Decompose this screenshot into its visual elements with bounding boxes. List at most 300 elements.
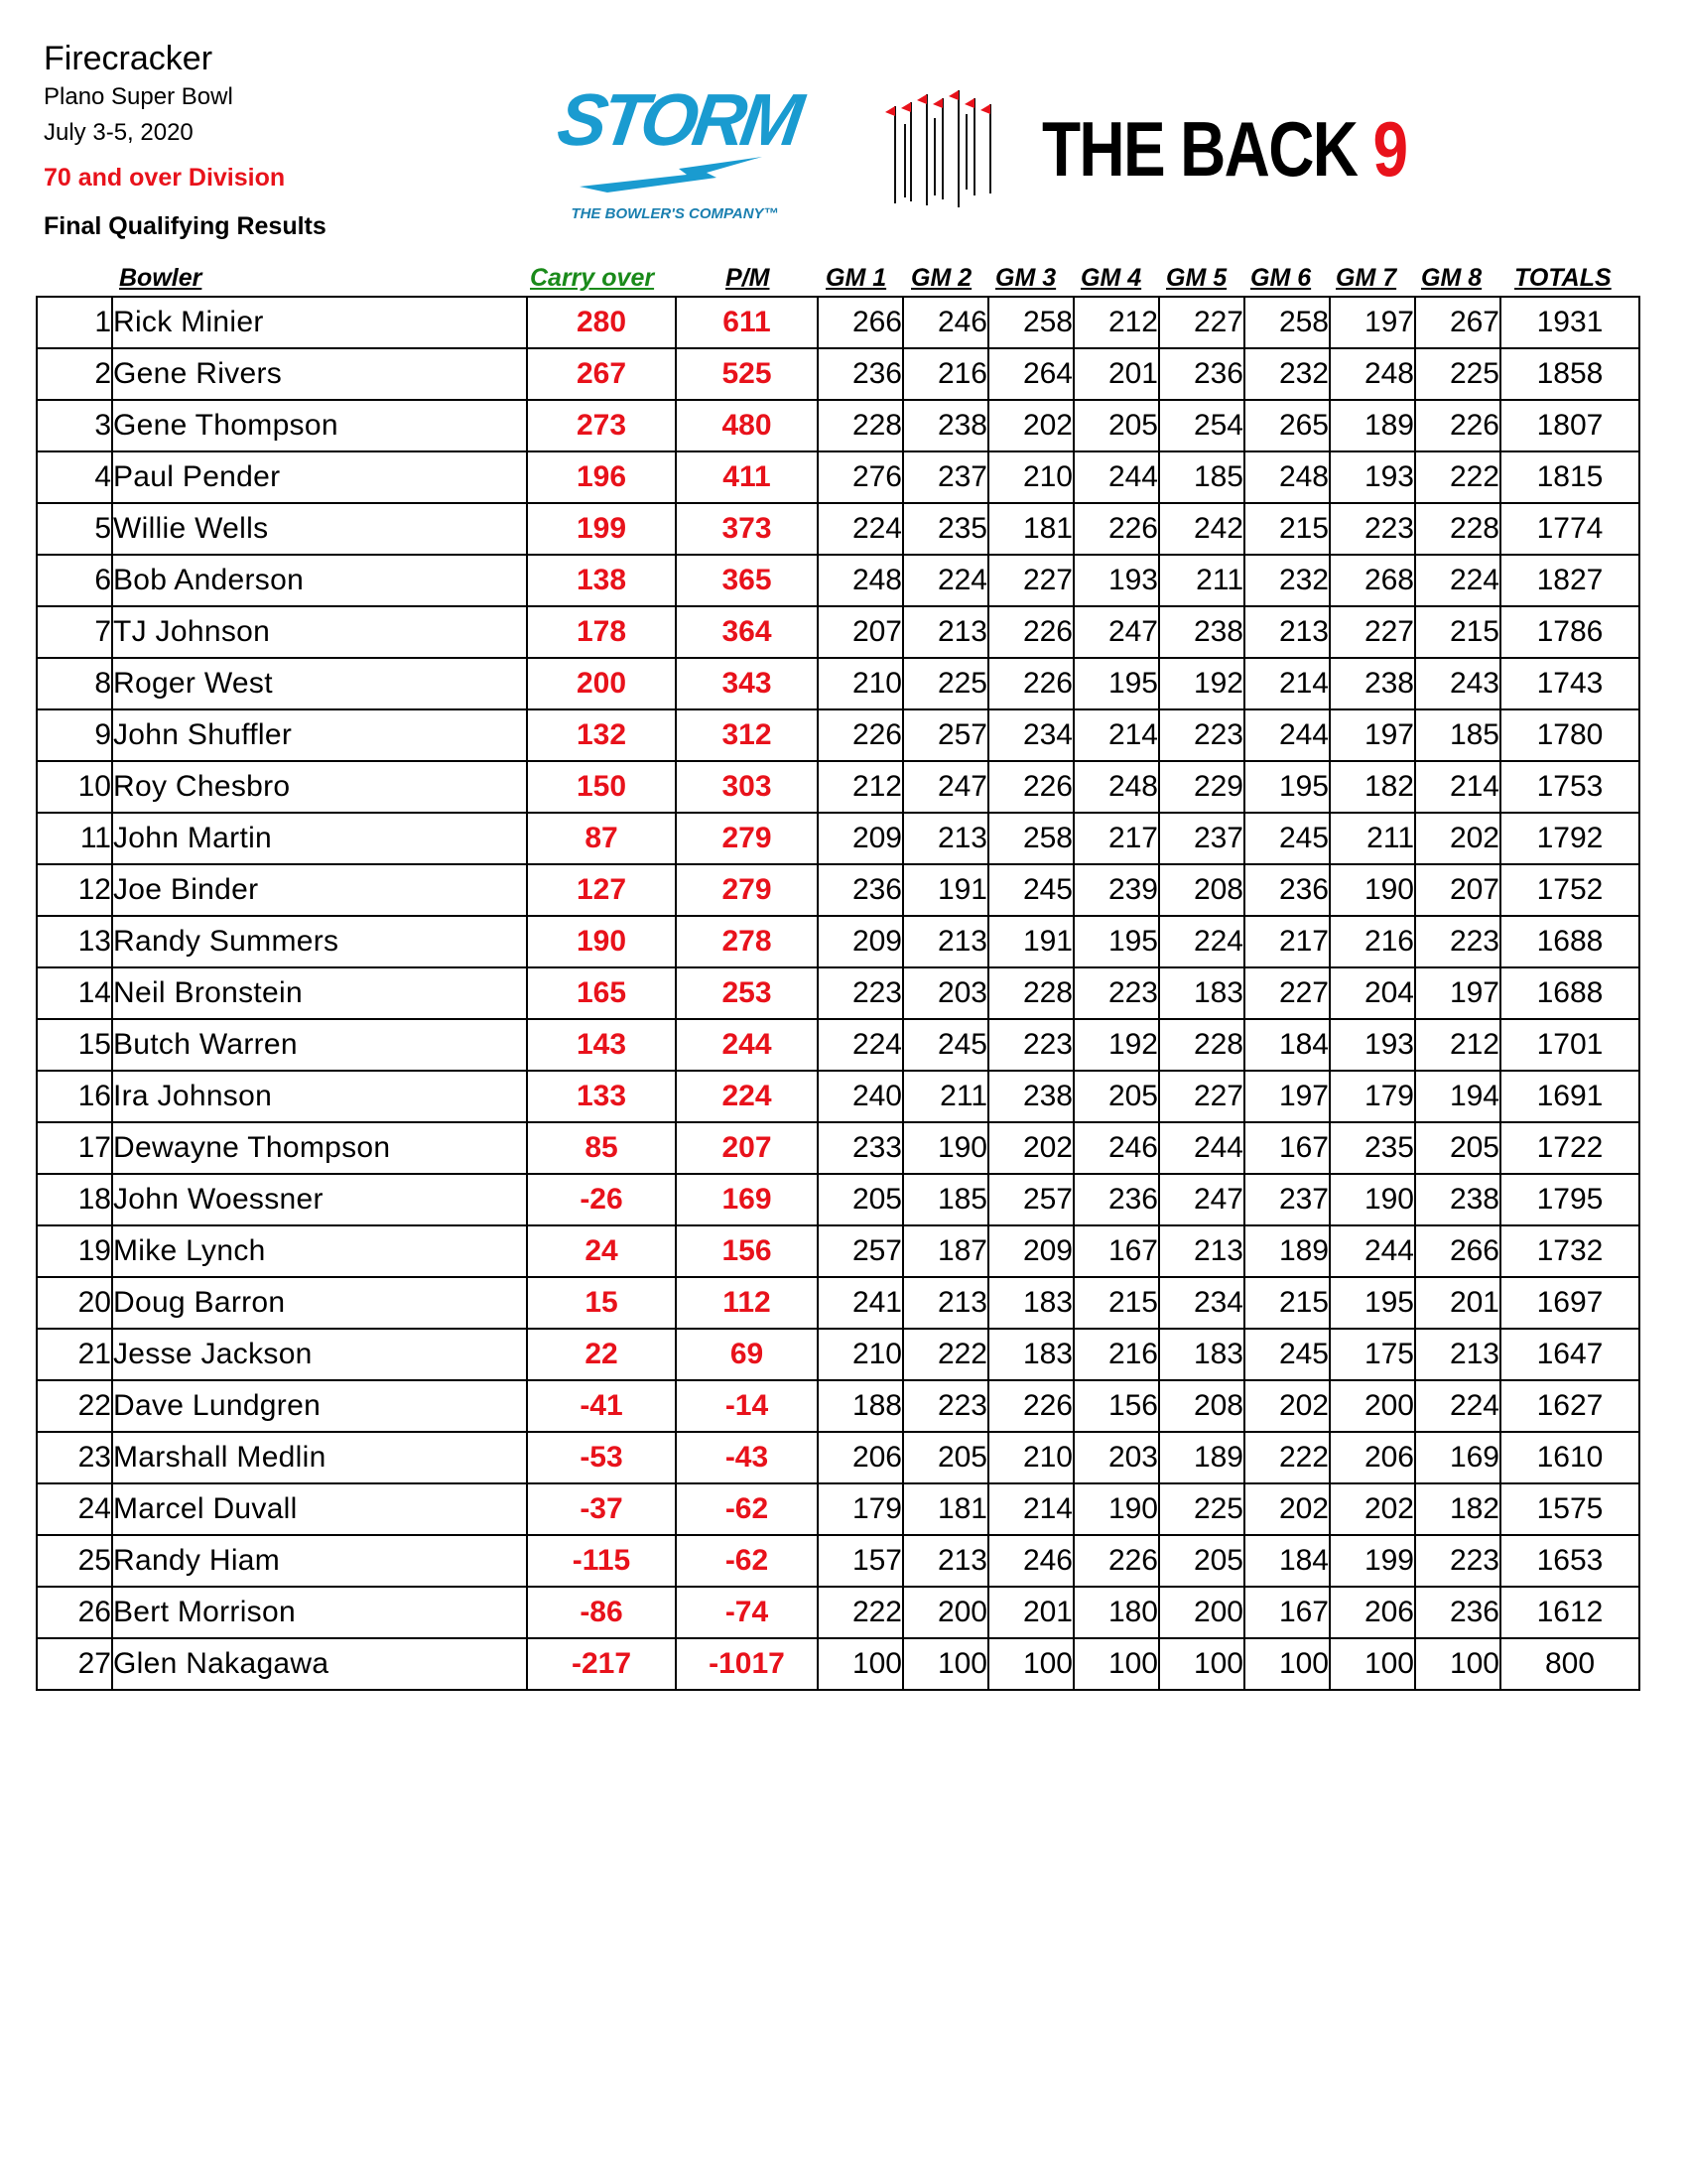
game-score: 248 <box>818 555 903 606</box>
game-score: 202 <box>1330 1483 1415 1535</box>
game-score: 266 <box>1415 1225 1500 1277</box>
table-row <box>37 606 1639 658</box>
pm-cell: 611 <box>676 297 818 348</box>
game-score: 244 <box>1159 1122 1244 1174</box>
pm-cell: -1017 <box>676 1638 818 1690</box>
rank-cell: 16 <box>37 1071 112 1122</box>
game-score: 216 <box>1074 1329 1159 1380</box>
game-score: 191 <box>988 916 1074 967</box>
game-score: 194 <box>1415 1071 1500 1122</box>
game-score: 100 <box>1415 1638 1500 1690</box>
bowler-name: Marcel Duvall <box>112 1483 527 1535</box>
game-score: 224 <box>818 1019 903 1071</box>
game-score: 208 <box>1159 864 1244 916</box>
pm-cell: 312 <box>676 709 818 761</box>
game-score: 257 <box>988 1174 1074 1225</box>
game-score: 200 <box>903 1587 988 1638</box>
carry-over-cell: -37 <box>527 1483 676 1535</box>
game-score: 226 <box>818 709 903 761</box>
game-score: 202 <box>988 400 1074 451</box>
game-score: 180 <box>1074 1587 1159 1638</box>
game-score: 210 <box>818 1329 903 1380</box>
col-header-gm4: GM 4 <box>1081 264 1142 292</box>
game-score: 189 <box>1159 1432 1244 1483</box>
game-score: 238 <box>988 1071 1074 1122</box>
game-score: 175 <box>1330 1329 1415 1380</box>
game-score: 226 <box>988 606 1074 658</box>
game-score: 190 <box>1074 1483 1159 1535</box>
game-score: 187 <box>903 1225 988 1277</box>
total-cell: 1774 <box>1500 503 1639 555</box>
game-score: 210 <box>988 451 1074 503</box>
col-header-gm5: GM 5 <box>1166 264 1228 292</box>
game-score: 190 <box>1330 864 1415 916</box>
game-score: 232 <box>1244 555 1330 606</box>
col-header-gm1: GM 1 <box>826 264 887 292</box>
game-score: 245 <box>903 1019 988 1071</box>
table-row <box>37 1019 1639 1071</box>
table-row <box>37 916 1639 967</box>
game-score: 205 <box>1074 1071 1159 1122</box>
game-score: 245 <box>1244 1329 1330 1380</box>
bowler-name: Joe Binder <box>112 864 527 916</box>
game-score: 227 <box>1159 1071 1244 1122</box>
game-score: 199 <box>1330 1535 1415 1587</box>
game-score: 156 <box>1074 1380 1159 1432</box>
game-score: 228 <box>988 967 1074 1019</box>
game-score: 212 <box>1074 297 1159 348</box>
game-score: 257 <box>903 709 988 761</box>
game-score: 224 <box>903 555 988 606</box>
carry-over-cell: 196 <box>527 451 676 503</box>
game-score: 245 <box>988 864 1074 916</box>
game-score: 238 <box>1159 606 1244 658</box>
table-row <box>37 1277 1639 1329</box>
game-score: 235 <box>903 503 988 555</box>
game-score: 227 <box>988 555 1074 606</box>
rank-cell: 21 <box>37 1329 112 1380</box>
game-score: 238 <box>903 400 988 451</box>
total-cell: 1610 <box>1500 1432 1639 1483</box>
game-score: 205 <box>1074 400 1159 451</box>
game-score: 237 <box>903 451 988 503</box>
event-dates: July 3-5, 2020 <box>44 119 194 146</box>
game-score: 206 <box>818 1432 903 1483</box>
bowler-name: Willie Wells <box>112 503 527 555</box>
game-score: 244 <box>1074 451 1159 503</box>
game-score: 201 <box>988 1587 1074 1638</box>
pm-cell: 365 <box>676 555 818 606</box>
game-score: 183 <box>988 1329 1074 1380</box>
game-score: 183 <box>1159 1329 1244 1380</box>
game-score: 226 <box>1074 1535 1159 1587</box>
rank-cell: 8 <box>37 658 112 709</box>
game-score: 226 <box>988 761 1074 813</box>
game-score: 257 <box>818 1225 903 1277</box>
game-score: 203 <box>903 967 988 1019</box>
game-score: 246 <box>903 297 988 348</box>
total-cell: 1786 <box>1500 606 1639 658</box>
pm-cell: 112 <box>676 1277 818 1329</box>
carry-over-cell: -217 <box>527 1638 676 1690</box>
pm-cell: -74 <box>676 1587 818 1638</box>
game-score: 201 <box>1074 348 1159 400</box>
bowler-name: Gene Rivers <box>112 348 527 400</box>
game-score: 211 <box>903 1071 988 1122</box>
game-score: 205 <box>1415 1122 1500 1174</box>
rank-cell: 5 <box>37 503 112 555</box>
total-cell: 1827 <box>1500 555 1639 606</box>
bowler-name: TJ Johnson <box>112 606 527 658</box>
rank-cell: 12 <box>37 864 112 916</box>
game-score: 185 <box>903 1174 988 1225</box>
bowler-name: Jesse Jackson <box>112 1329 527 1380</box>
game-score: 213 <box>903 606 988 658</box>
game-score: 213 <box>903 916 988 967</box>
results-table <box>36 296 1640 1691</box>
total-cell: 1647 <box>1500 1329 1639 1380</box>
total-cell: 1815 <box>1500 451 1639 503</box>
total-cell: 1931 <box>1500 297 1639 348</box>
game-score: 223 <box>818 967 903 1019</box>
game-score: 208 <box>1159 1380 1244 1432</box>
total-cell: 1752 <box>1500 864 1639 916</box>
lightning-bolt-icon <box>580 157 762 193</box>
table-row <box>37 761 1639 813</box>
total-cell: 1807 <box>1500 400 1639 451</box>
game-score: 207 <box>1415 864 1500 916</box>
bowler-name: Bert Morrison <box>112 1587 527 1638</box>
game-score: 258 <box>988 297 1074 348</box>
game-score: 100 <box>818 1638 903 1690</box>
game-score: 195 <box>1074 658 1159 709</box>
pm-cell: -62 <box>676 1483 818 1535</box>
game-score: 179 <box>818 1483 903 1535</box>
carry-over-cell: 190 <box>527 916 676 967</box>
game-score: 233 <box>818 1122 903 1174</box>
rank-cell: 19 <box>37 1225 112 1277</box>
rank-cell: 13 <box>37 916 112 967</box>
game-score: 213 <box>903 1277 988 1329</box>
total-cell: 1795 <box>1500 1174 1639 1225</box>
table-row <box>37 658 1639 709</box>
game-score: 225 <box>1159 1483 1244 1535</box>
game-score: 188 <box>818 1380 903 1432</box>
game-score: 200 <box>1330 1380 1415 1432</box>
game-score: 225 <box>1415 348 1500 400</box>
pm-cell: 207 <box>676 1122 818 1174</box>
carry-over-cell: 138 <box>527 555 676 606</box>
results-subtitle: Final Qualifying Results <box>44 212 326 240</box>
pm-cell: 169 <box>676 1174 818 1225</box>
game-score: 214 <box>988 1483 1074 1535</box>
game-score: 202 <box>1244 1380 1330 1432</box>
carry-over-cell: -86 <box>527 1587 676 1638</box>
game-score: 254 <box>1159 400 1244 451</box>
bowler-name: Glen Nakagawa <box>112 1638 527 1690</box>
carry-over-cell: -26 <box>527 1174 676 1225</box>
game-score: 100 <box>1074 1638 1159 1690</box>
game-score: 217 <box>1244 916 1330 967</box>
venue-name: Plano Super Bowl <box>44 83 233 110</box>
game-score: 216 <box>903 348 988 400</box>
game-score: 222 <box>903 1329 988 1380</box>
game-score: 264 <box>988 348 1074 400</box>
game-score: 200 <box>1159 1587 1244 1638</box>
game-score: 247 <box>903 761 988 813</box>
carry-over-cell: 280 <box>527 297 676 348</box>
game-score: 223 <box>1415 916 1500 967</box>
rank-cell: 25 <box>37 1535 112 1587</box>
total-cell: 1743 <box>1500 658 1639 709</box>
rank-cell: 15 <box>37 1019 112 1071</box>
game-score: 227 <box>1330 606 1415 658</box>
game-score: 205 <box>1159 1535 1244 1587</box>
game-score: 237 <box>1159 813 1244 864</box>
carry-over-cell: 178 <box>527 606 676 658</box>
game-score: 192 <box>1159 658 1244 709</box>
col-header-gm2: GM 2 <box>911 264 973 292</box>
bowler-name: John Shuffler <box>112 709 527 761</box>
bowler-name: John Woessner <box>112 1174 527 1225</box>
carry-over-cell: 143 <box>527 1019 676 1071</box>
game-score: 185 <box>1415 709 1500 761</box>
pm-cell: 224 <box>676 1071 818 1122</box>
game-score: 245 <box>1244 813 1330 864</box>
rank-cell: 22 <box>37 1380 112 1432</box>
total-cell: 1753 <box>1500 761 1639 813</box>
game-score: 236 <box>1244 864 1330 916</box>
game-score: 210 <box>818 658 903 709</box>
game-score: 197 <box>1330 297 1415 348</box>
game-score: 234 <box>988 709 1074 761</box>
game-score: 236 <box>818 348 903 400</box>
game-score: 183 <box>1159 967 1244 1019</box>
table-row <box>37 1483 1639 1535</box>
rank-cell: 7 <box>37 606 112 658</box>
game-score: 276 <box>818 451 903 503</box>
table-row <box>37 1071 1639 1122</box>
game-score: 197 <box>1244 1071 1330 1122</box>
game-score: 201 <box>1415 1277 1500 1329</box>
total-cell: 1688 <box>1500 916 1639 967</box>
bowler-name: Marshall Medlin <box>112 1432 527 1483</box>
total-cell: 1653 <box>1500 1535 1639 1587</box>
storm-logo-wordmark: STORM <box>553 78 804 161</box>
event-title: Firecracker <box>44 40 213 77</box>
game-score: 226 <box>1415 400 1500 451</box>
game-score: 215 <box>1244 1277 1330 1329</box>
table-row <box>37 1380 1639 1432</box>
game-score: 205 <box>818 1174 903 1225</box>
game-score: 238 <box>1330 658 1415 709</box>
back9-wordmark <box>1042 104 1406 194</box>
rank-cell: 10 <box>37 761 112 813</box>
table-row <box>37 503 1639 555</box>
game-score: 258 <box>988 813 1074 864</box>
game-score: 213 <box>1159 1225 1244 1277</box>
storm-logo <box>553 65 804 228</box>
game-score: 268 <box>1330 555 1415 606</box>
game-score: 189 <box>1244 1225 1330 1277</box>
bowler-name: Roger West <box>112 658 527 709</box>
game-score: 226 <box>988 1380 1074 1432</box>
bowler-name: John Martin <box>112 813 527 864</box>
game-score: 193 <box>1074 555 1159 606</box>
game-score: 225 <box>903 658 988 709</box>
game-score: 246 <box>988 1535 1074 1587</box>
table-row <box>37 709 1639 761</box>
golf-flags-icon <box>883 84 1032 213</box>
game-score: 184 <box>1244 1019 1330 1071</box>
pm-cell: 525 <box>676 348 818 400</box>
game-score: 190 <box>1330 1174 1415 1225</box>
game-score: 238 <box>1415 1174 1500 1225</box>
game-score: 267 <box>1415 297 1500 348</box>
carry-over-cell: 127 <box>527 864 676 916</box>
table-row <box>37 1329 1639 1380</box>
game-score: 222 <box>1244 1432 1330 1483</box>
pm-cell: 253 <box>676 967 818 1019</box>
bowler-name: Butch Warren <box>112 1019 527 1071</box>
game-score: 248 <box>1244 451 1330 503</box>
bowler-name: Neil Bronstein <box>112 967 527 1019</box>
back9-logo <box>883 84 1407 213</box>
total-cell: 1701 <box>1500 1019 1639 1071</box>
pm-cell: 373 <box>676 503 818 555</box>
total-cell: 1780 <box>1500 709 1639 761</box>
game-score: 223 <box>1159 709 1244 761</box>
table-row <box>37 1535 1639 1587</box>
table-row <box>37 864 1639 916</box>
table-row <box>37 967 1639 1019</box>
game-score: 229 <box>1159 761 1244 813</box>
carry-over-cell: 200 <box>527 658 676 709</box>
back9-wordmark-text: THE BACK <box>1042 105 1373 193</box>
col-header-pm: P/M <box>725 264 770 292</box>
game-score: 223 <box>1415 1535 1500 1587</box>
game-score: 206 <box>1330 1432 1415 1483</box>
game-score: 213 <box>903 813 988 864</box>
back9-number: 9 <box>1372 105 1407 193</box>
game-score: 195 <box>1244 761 1330 813</box>
game-score: 223 <box>1074 967 1159 1019</box>
carry-over-cell: 15 <box>527 1277 676 1329</box>
rank-cell: 27 <box>37 1638 112 1690</box>
game-score: 228 <box>1415 503 1500 555</box>
game-score: 214 <box>1074 709 1159 761</box>
game-score: 217 <box>1074 813 1159 864</box>
game-score: 224 <box>1159 916 1244 967</box>
game-score: 210 <box>988 1432 1074 1483</box>
game-score: 224 <box>1415 1380 1500 1432</box>
bowler-name: Roy Chesbro <box>112 761 527 813</box>
game-score: 100 <box>1330 1638 1415 1690</box>
game-score: 247 <box>1159 1174 1244 1225</box>
table-row <box>37 1122 1639 1174</box>
rank-cell: 2 <box>37 348 112 400</box>
division-label: 70 and over Division <box>44 164 286 192</box>
game-score: 212 <box>818 761 903 813</box>
game-score: 209 <box>818 916 903 967</box>
game-score: 211 <box>1159 555 1244 606</box>
game-score: 213 <box>1244 606 1330 658</box>
game-score: 197 <box>1415 967 1500 1019</box>
game-score: 203 <box>1074 1432 1159 1483</box>
game-score: 214 <box>1415 761 1500 813</box>
game-score: 248 <box>1074 761 1159 813</box>
carry-over-cell: -115 <box>527 1535 676 1587</box>
game-score: 236 <box>1415 1587 1500 1638</box>
table-row <box>37 348 1639 400</box>
bowler-name: Mike Lynch <box>112 1225 527 1277</box>
game-score: 239 <box>1074 864 1159 916</box>
game-score: 202 <box>988 1122 1074 1174</box>
pm-cell: 156 <box>676 1225 818 1277</box>
table-row <box>37 813 1639 864</box>
game-score: 181 <box>903 1483 988 1535</box>
rank-cell: 11 <box>37 813 112 864</box>
total-cell: 1732 <box>1500 1225 1639 1277</box>
pm-cell: 411 <box>676 451 818 503</box>
game-score: 192 <box>1074 1019 1159 1071</box>
carry-over-cell: 150 <box>527 761 676 813</box>
col-header-totals: TOTALS <box>1514 264 1612 292</box>
game-score: 228 <box>1159 1019 1244 1071</box>
table-row <box>37 1587 1639 1638</box>
col-header-gm7: GM 7 <box>1336 264 1397 292</box>
game-score: 237 <box>1244 1174 1330 1225</box>
pm-cell: -43 <box>676 1432 818 1483</box>
table-row <box>37 400 1639 451</box>
carry-over-cell: 87 <box>527 813 676 864</box>
pm-cell: 279 <box>676 813 818 864</box>
pm-cell: 279 <box>676 864 818 916</box>
game-score: 189 <box>1330 400 1415 451</box>
game-score: 157 <box>818 1535 903 1587</box>
table-row <box>37 297 1639 348</box>
rank-cell: 3 <box>37 400 112 451</box>
game-score: 202 <box>1244 1483 1330 1535</box>
total-cell: 1792 <box>1500 813 1639 864</box>
pm-cell: 69 <box>676 1329 818 1380</box>
game-score: 226 <box>1074 503 1159 555</box>
carry-over-cell: 85 <box>527 1122 676 1174</box>
table-row <box>37 1432 1639 1483</box>
total-cell: 800 <box>1500 1638 1639 1690</box>
bowler-name: Randy Hiam <box>112 1535 527 1587</box>
rank-cell: 6 <box>37 555 112 606</box>
total-cell: 1697 <box>1500 1277 1639 1329</box>
pm-cell: 480 <box>676 400 818 451</box>
rank-cell: 14 <box>37 967 112 1019</box>
total-cell: 1612 <box>1500 1587 1639 1638</box>
total-cell: 1627 <box>1500 1380 1639 1432</box>
bowler-name: Paul Pender <box>112 451 527 503</box>
pm-cell: 343 <box>676 658 818 709</box>
game-score: 235 <box>1330 1122 1415 1174</box>
game-score: 179 <box>1330 1071 1415 1122</box>
game-score: 195 <box>1074 916 1159 967</box>
game-score: 167 <box>1244 1122 1330 1174</box>
game-score: 226 <box>988 658 1074 709</box>
carry-over-cell: 165 <box>527 967 676 1019</box>
table-row <box>37 451 1639 503</box>
game-score: 185 <box>1159 451 1244 503</box>
game-score: 205 <box>903 1432 988 1483</box>
rank-cell: 23 <box>37 1432 112 1483</box>
game-score: 184 <box>1244 1535 1330 1587</box>
